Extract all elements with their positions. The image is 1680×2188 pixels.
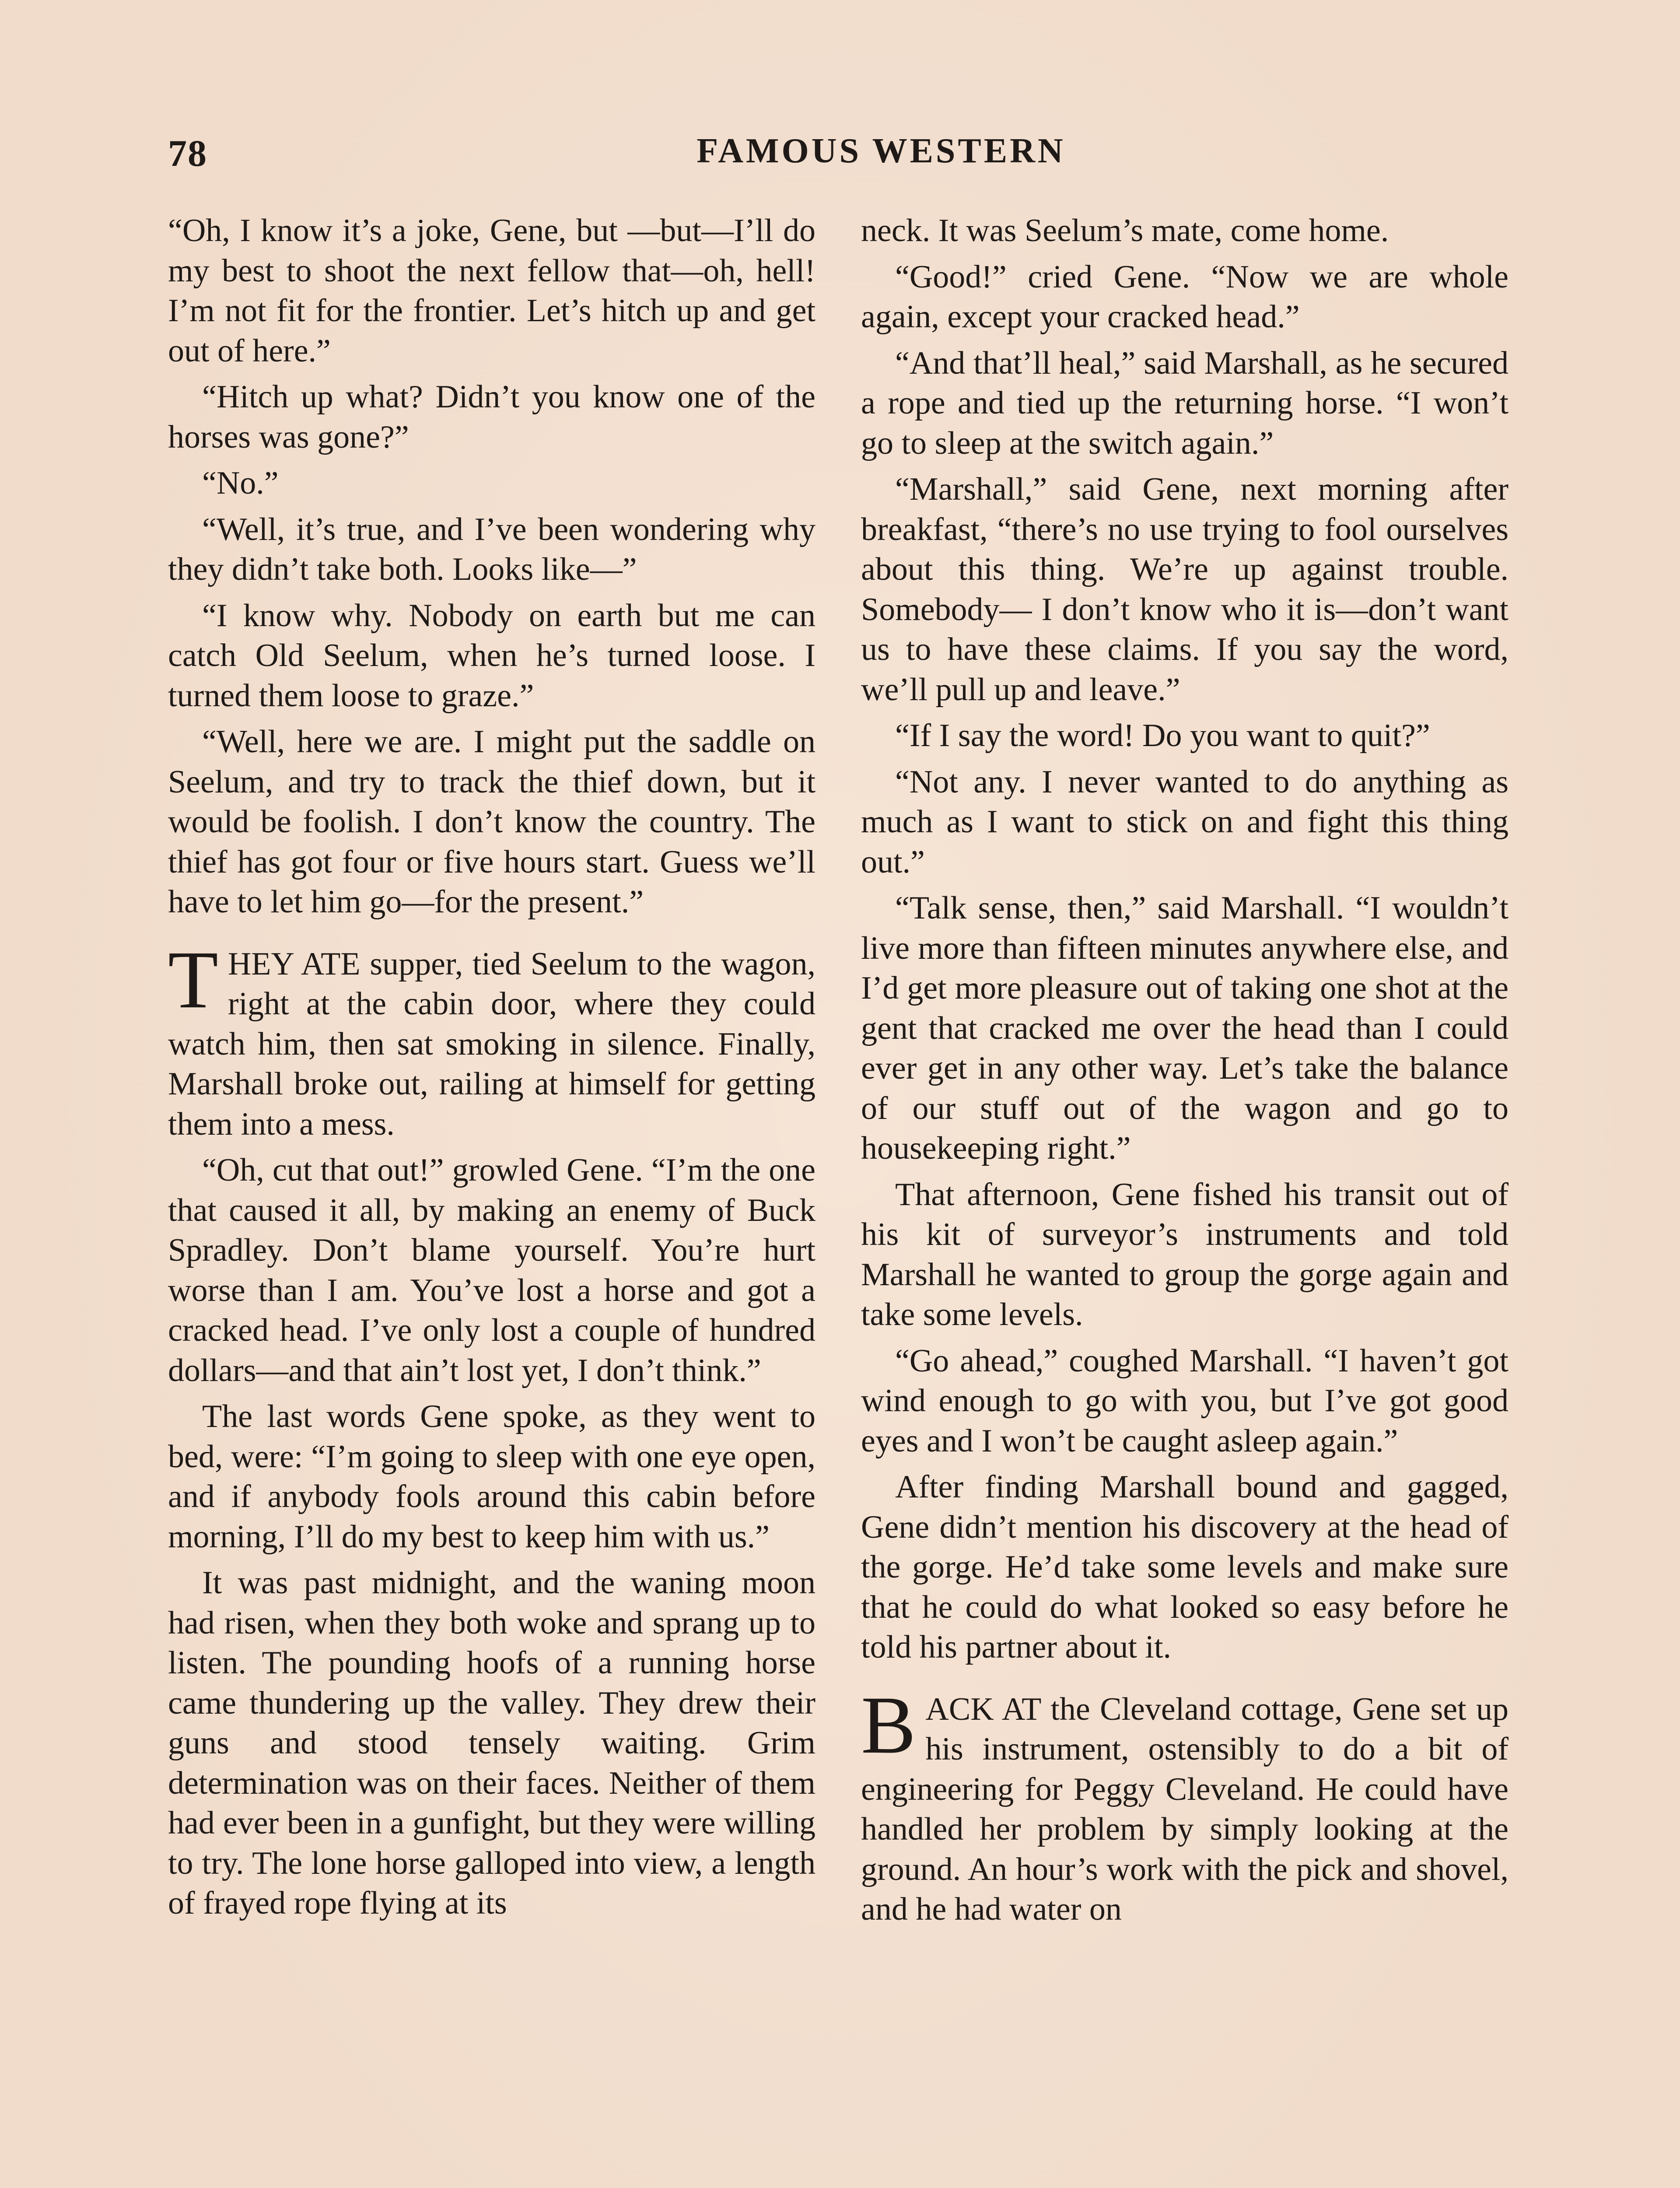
paragraph: “Go ahead,” coughed Marshall. “I haven’t got wind enough to go with you, but I’ve got good eyes and I won’t be caught asleep again.” bbox=[861, 1343, 1508, 1459]
paragraph: “Marshall,” said Gene, next morning after breakfast, “there’s no use trying to fool ourselves about this thing. We’re up against trouble. Somebody— I don’t know who it is—don’t want us to have these claims. If you say the word, we’ll pull up and leave.” bbox=[861, 471, 1508, 708]
drop-cap: B bbox=[861, 1679, 916, 1771]
section-text: HEY ATE supper, tied Seelum to the wagon, right at the cabin door, where they could watch him, then sat smoking in silence. Finally, Marshall broke out, railing at himself for getting them into a mess. bbox=[168, 946, 816, 1142]
paragraph: After finding Marshall bound and gagged, Gene didn’t mention his discovery at the head of the gorge. He’d take some levels and make sure that he could do what looked so easy before he told his partner about it. bbox=[861, 1469, 1508, 1665]
section-opening-paragraph bbox=[168, 933, 816, 1145]
left-column bbox=[168, 211, 816, 1930]
paragraph: “Hitch up what? Didn’t you know one of the horses was gone?” bbox=[168, 379, 816, 455]
paragraph: “Oh, cut that out!” growled Gene. “I’m the one that caused it all, by making an enemy of Buck Spradley. Don’t blame yourself. You’re hurt worse than I am. You’ve lost a horse and got a cracked head. I’ve only lost a couple of hundred dollars—and that ain’t lost yet, I don’t think.” bbox=[168, 1152, 816, 1389]
paragraph: The last words Gene spoke, as they went to bed, were: “I’m going to sleep with one eye open, and if anybody fools around this cabin before morning, I’ll do my best to keep him with us.” bbox=[168, 1399, 816, 1555]
paragraph: “Well, here we are. I might put the saddle on Seelum, and try to track the thief down, but it would be foolish. I don’t know the country. The thief has got four or five hours start. Guess we’ll have to let him go—for the present.” bbox=[168, 724, 816, 920]
right-column bbox=[861, 211, 1508, 1936]
section-opening-paragraph bbox=[861, 1679, 1508, 1930]
paragraph: “Well, it’s true, and I’ve been wondering why they didn’t take both. Looks like—” bbox=[168, 511, 816, 587]
paragraph: That afternoon, Gene fished his transit out of his kit of surveyor’s instruments and told Marshall he wanted to group the gorge again and take some levels. bbox=[861, 1176, 1508, 1332]
paragraph: “Talk sense, then,” said Marshall. “I wouldn’t live more than fifteen minutes anywhere else, and I’d get more pleasure out of taking one shot at the gent that cracked me over the head than I could ever get in any other way. Let’s take the balance of our stuff out of the wagon and go to housekeeping right.” bbox=[861, 890, 1508, 1166]
section-text: ACK AT the Cleveland cottage, Gene set up his instrument, ostensibly to do a bit of engineering for Peggy Cleveland. He could have handled her problem by simply looking at the ground. An hour’s work with the pick and shovel, and he had water on bbox=[861, 1691, 1508, 1927]
paragraph: “No.” bbox=[202, 465, 279, 501]
paragraph: “Not any. I never wanted to do anything as much as I want to stick on and fight this thing out.” bbox=[861, 764, 1508, 880]
paragraph: “Oh, I know it’s a joke, Gene, but —but—I’ll do my best to shoot the next fellow that—oh, hell! I’m not fit for the frontier. Let’s hitch up and get out of here.” bbox=[168, 213, 816, 369]
drop-cap: T bbox=[168, 933, 218, 1025]
running-title: FAMOUS WESTERN bbox=[696, 132, 1066, 170]
paragraph: “And that’ll heal,” said Marshall, as he secured a rope and tied up the returning horse. “I won’t go to sleep at the switch again.” bbox=[861, 345, 1508, 461]
paragraph: neck. It was Seelum’s mate, come home. bbox=[861, 213, 1389, 249]
page-header bbox=[168, 131, 1524, 175]
paragraph: “Good!” cried Gene. “Now we are whole again, except your cracked head.” bbox=[861, 259, 1508, 335]
paragraph: It was past midnight, and the waning moon had risen, when they both woke and sprang up to listen. The pounding hoofs of a running horse came thundering up the valley. They drew their guns and stood tensely waiting. Grim determination was on their faces. Neither of them had ever been in a gunfight, but they were willing to try. The lone horse galloped into view, a length of frayed rope flying at its bbox=[168, 1565, 816, 1921]
paragraph: “If I say the word! Do you want to quit?” bbox=[895, 718, 1430, 754]
page-number: 78 bbox=[168, 132, 207, 174]
paragraph: “I know why. Nobody on earth but me can catch Old Seelum, when he’s turned loose. I turned them loose to graze.” bbox=[168, 597, 816, 714]
